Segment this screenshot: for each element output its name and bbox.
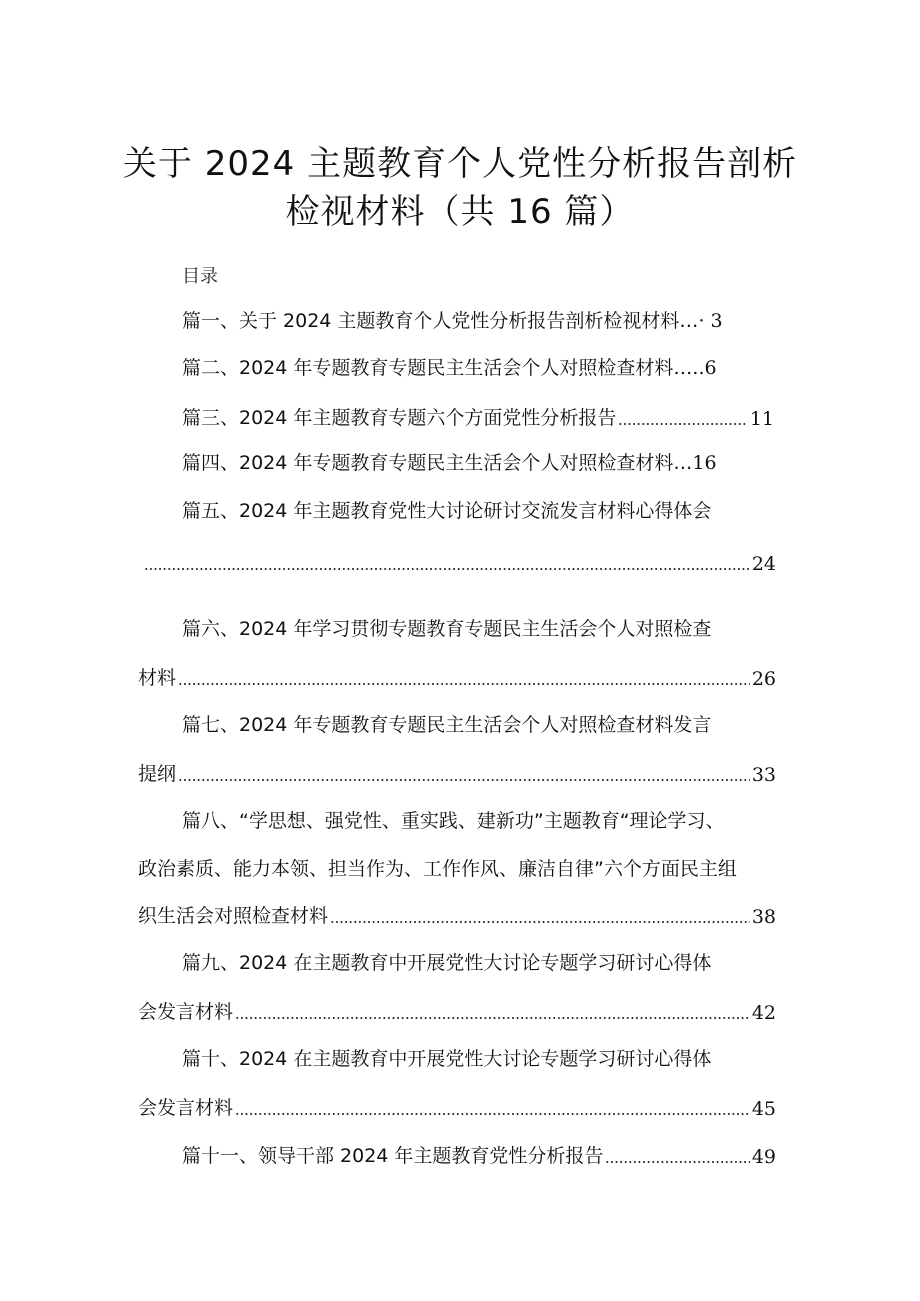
toc-leader-dots	[605, 1161, 749, 1163]
toc-entry-6[interactable]	[182, 614, 711, 644]
toc-entry-page: 42	[751, 1002, 776, 1024]
toc-entry-continuation: 提纲	[138, 763, 177, 785]
toc-entry-continuation: 会发言材料	[138, 1097, 234, 1119]
document-title-line-1: 关于 2024 主题教育个人党性分析报告剖析	[122, 144, 798, 184]
toc-entry-text: 篇十一、领导干部 2024 年主题教育党性分析报告	[182, 1145, 604, 1167]
toc-leader-dots	[144, 568, 750, 570]
toc-entry-8[interactable]	[182, 806, 725, 836]
toc-entry-page: 49	[751, 1146, 776, 1168]
toc-leader-dots	[178, 683, 750, 685]
toc-leader-dots	[178, 779, 750, 781]
toc-entry-continuation: 会发言材料	[138, 1001, 234, 1023]
toc-entry-text: 篇四、2024 年专题教育专题民主生活会个人对照检查材料…	[182, 452, 693, 474]
toc-entry-page: 38	[751, 906, 776, 928]
toc-entry-continuation: 织生活会对照检查材料	[138, 905, 329, 927]
toc-entry-9[interactable]	[182, 948, 711, 978]
toc-entry-text: 篇七、2024 年专题教育专题民主生活会个人对照检查材料发言	[182, 714, 712, 736]
toc-entry-text-line-2: 政治素质、能力本领、担当作为、工作作风、廉洁自律”六个方面民主组	[138, 858, 737, 880]
toc-entry-11[interactable]	[182, 1138, 776, 1168]
toc-entry-text: 篇八、“学思想、强党性、重实践、建新功”主题教育“理论学习、	[182, 810, 725, 832]
toc-entry-7-continuation[interactable]	[138, 756, 776, 786]
toc-entry-8-continuation[interactable]	[138, 898, 776, 928]
toc-entry-continuation: 材料	[138, 667, 177, 689]
toc-leader-dots	[330, 921, 750, 923]
toc-entry-7[interactable]	[182, 710, 711, 740]
toc-entry-text: 篇一、关于 2024 主题教育个人党性分析报告剖析检视材料…	[182, 310, 699, 332]
toc-entry-text: 篇五、2024 年主题教育党性大讨论研讨交流发言材料心得体会	[182, 500, 712, 522]
toc-entry-text: 篇二、2024 年专题教育专题民主生活会个人对照检查材料	[182, 357, 674, 379]
toc-entry-page: 16	[692, 452, 717, 474]
toc-entry-4[interactable]	[182, 448, 717, 478]
toc-entry-6-continuation[interactable]	[138, 660, 776, 690]
toc-entry-10-continuation[interactable]	[138, 1090, 776, 1120]
toc-entry-10[interactable]	[182, 1044, 711, 1074]
toc-entry-9-continuation[interactable]	[138, 994, 776, 1024]
toc-entry-8-line-2[interactable]	[138, 854, 737, 884]
toc-entry-page: 24	[751, 553, 776, 575]
document-title-line-2: 检视材料（共 16 篇）	[285, 192, 635, 232]
toc-entry-5[interactable]	[182, 496, 711, 526]
toc-heading: 目录	[182, 266, 218, 287]
toc-leader-dots	[235, 1017, 750, 1019]
toc-entry-page: · 3	[698, 310, 723, 332]
toc-entry-page: 11	[749, 408, 774, 430]
toc-leader-dots	[235, 1113, 750, 1115]
toc-entry-5-continuation[interactable]	[142, 545, 776, 575]
toc-entry-1[interactable]	[182, 306, 723, 336]
toc-entry-text: 篇六、2024 年学习贯彻专题教育专题民主生活会个人对照检查	[182, 618, 712, 640]
toc-entry-2[interactable]	[182, 353, 717, 383]
toc-entry-3[interactable]	[182, 400, 774, 430]
toc-entry-text: 篇九、2024 在主题教育中开展党性大讨论专题学习研讨心得体	[182, 952, 712, 974]
toc-entry-text: 篇十、2024 在主题教育中开展党性大讨论专题学习研讨心得体	[182, 1048, 712, 1070]
toc-entry-page: …..6	[673, 357, 717, 379]
toc-entry-text: 篇三、2024 年主题教育专题六个方面党性分析报告	[182, 407, 617, 429]
toc-entry-page: 33	[751, 764, 776, 786]
toc-entry-page: 26	[751, 668, 776, 690]
toc-leader-dots	[618, 423, 747, 425]
toc-entry-page: 45	[751, 1098, 776, 1120]
